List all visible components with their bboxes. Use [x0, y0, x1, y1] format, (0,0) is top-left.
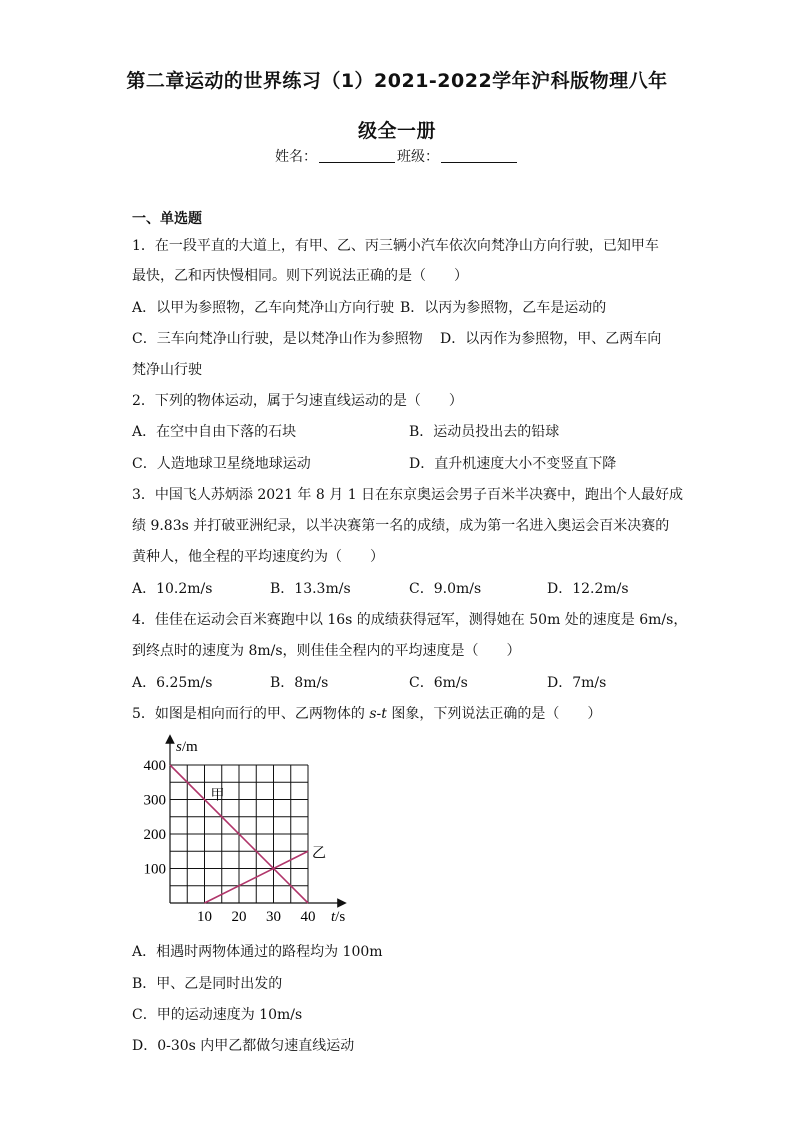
- q3-option-a[interactable]: A．10.2m/s: [132, 581, 213, 597]
- x-tick-label: 10: [197, 909, 212, 925]
- x-tick-label: 40: [300, 909, 316, 925]
- y-label-unit: /m: [181, 739, 198, 755]
- q5-option-d[interactable]: D．0-30s 内甲乙都做匀速直线运动: [132, 1038, 355, 1054]
- q2-option-d[interactable]: D．直升机速度大小不变竖直下降: [409, 456, 617, 472]
- q3-option-c[interactable]: C．9.0m/s: [409, 581, 482, 597]
- q1-option-a[interactable]: A．以甲为参照物，乙车向梵净山方向行驶: [132, 300, 395, 316]
- class-label: 班级：: [397, 149, 439, 165]
- x-tick-label: 30: [266, 909, 281, 925]
- st-graph: [132, 733, 352, 929]
- x-axis-label: [331, 909, 345, 925]
- q3-stem-line1: 3．中国飞人苏炳添 2021 年 8 月 1 日在东京奥运会男子百米半决赛中，跑出个人最好成: [132, 487, 684, 503]
- series-label-jia: 甲: [210, 787, 225, 804]
- q5-stem-pre: 5．如图是相向而行的甲、乙两物体的: [132, 706, 370, 722]
- x-tick-labels: [197, 909, 316, 925]
- q1-stem-line2: 最快，乙和丙快慢相同。则下列说法正确的是（ ）: [132, 268, 468, 284]
- q1-option-c[interactable]: C．三车向梵净山行驶，是以梵净山作为参照物: [132, 331, 423, 347]
- q3-stem-line2: 绩 9.83s 并打破亚洲纪录，以半决赛第一名的成绩，成为第一名进入奥运会百米决赛的: [132, 518, 670, 534]
- q1-option-d[interactable]: D．以丙作为参照物，甲、乙两车向: [440, 331, 662, 347]
- y-tick-label: 300: [143, 792, 166, 809]
- q3-option-b[interactable]: B．13.3m/s: [270, 581, 351, 597]
- name-class-bar: [0, 146, 794, 166]
- y-axis-label: [176, 739, 198, 755]
- q4-option-a[interactable]: A．6.25m/s: [132, 675, 213, 691]
- q3-stem-line3: 黄种人，他全程的平均速度约为（ ）: [132, 549, 384, 565]
- q5-stem-post: 图象，下列说法正确的是（ ）: [386, 706, 602, 722]
- q2-option-a[interactable]: A．在空中自由下落的石块: [132, 424, 297, 440]
- y-tick-label: 400: [143, 758, 166, 774]
- x-tick-label: 20: [231, 909, 247, 925]
- q5-stem-var: s-t: [369, 706, 387, 722]
- title-line-1: 第二章运动的世界练习（1）2021-2022学年沪科版物理八年: [126, 70, 668, 92]
- y-label-var: s: [176, 739, 182, 755]
- name-blank[interactable]: [319, 148, 395, 163]
- q4-stem-line1: 4．佳佳在运动会百米赛跑中以 16s 的成绩获得冠军，测得她在 50m 处的速度是 6m/s，: [132, 612, 688, 628]
- q1-option-d-cont: 梵净山行驶: [132, 362, 202, 378]
- x-label-var: t: [331, 909, 336, 925]
- q2-option-b[interactable]: B．运动员投出去的铅球: [409, 424, 560, 440]
- q1-stem-line1: 1．在一段平直的大道上，有甲、乙、丙三辆小汽车依次向梵净山方向行驶，已知甲车: [132, 238, 659, 254]
- q2-stem: 2．下列的物体运动，属于匀速直线运动的是（ ）: [132, 393, 463, 409]
- x-label-unit: /s: [335, 909, 346, 925]
- y-tick-labels: [144, 758, 167, 878]
- q3-option-d[interactable]: D．12.2m/s: [547, 581, 629, 597]
- section-heading: 一、单选题: [132, 211, 202, 227]
- q4-stem-line2: 到终点时的速度为 8m/s，则佳佳全程内的平均速度是（ ）: [132, 643, 521, 659]
- title-line-2: 级全一册: [357, 120, 436, 142]
- q4-option-d[interactable]: D．7m/s: [547, 675, 607, 691]
- q5-option-c[interactable]: C．甲的运动速度为 10m/s: [132, 1007, 303, 1023]
- q1-option-b[interactable]: B．以丙为参照物，乙车是运动的: [400, 300, 607, 316]
- y-tick-label: 200: [143, 827, 166, 843]
- y-tick-label: 100: [143, 861, 166, 878]
- q5-option-a[interactable]: A．相遇时两物体通过的路程均为 100m: [132, 944, 383, 960]
- q5-stem: [132, 703, 601, 723]
- class-blank[interactable]: [441, 148, 517, 163]
- series-label-yi: 乙: [312, 845, 326, 862]
- q4-option-c[interactable]: C．6m/s: [409, 675, 468, 691]
- q5-option-b[interactable]: B．甲、乙是同时出发的: [132, 976, 283, 992]
- q4-option-b[interactable]: B．8m/s: [270, 675, 329, 691]
- name-label: 姓名：: [275, 149, 317, 165]
- q2-option-c[interactable]: C．人造地球卫星绕地球运动: [132, 456, 311, 472]
